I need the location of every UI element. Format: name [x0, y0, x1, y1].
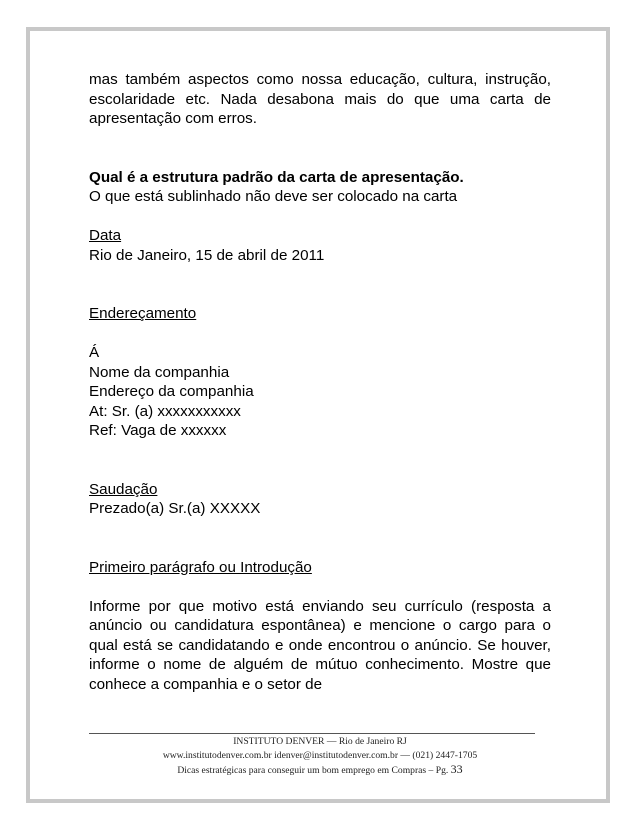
date-value: Rio de Janeiro, 15 de abril de 2011 — [89, 246, 325, 264]
address-line: Á — [89, 344, 100, 361]
date-label: Data — [89, 227, 122, 244]
address-label: Endereçamento — [89, 305, 197, 322]
document-body — [89, 70, 551, 694]
address-line: Nome da companhia — [89, 363, 230, 381]
address-line: Ref: Vaga de xxxxxx — [89, 422, 227, 439]
section-heading: Qual é a estrutura padrão da carta de apresentação. — [89, 168, 464, 186]
first-paragraph-label: Primeiro parágrafo ou Introdução — [89, 558, 312, 576]
footer-caption-text: Dicas estratégicas para conseguir um bom emprego em Compras – Pg. — [177, 765, 449, 776]
footer-contact: www.institutodenver.com.br idenver@institutodenver.com.br — (021) 2447-1705 — [162, 750, 478, 761]
address-line: At: Sr. (a) xxxxxxxxxxx — [89, 402, 241, 420]
greeting-label: Saudação — [89, 480, 158, 498]
greeting-value: Prezado(a) Sr.(a) XXXXX — [89, 500, 261, 517]
footer-divider — [89, 733, 535, 734]
section-note: O que está sublinhado não deve ser colocado na carta — [89, 188, 458, 205]
address-line: Endereço da companhia — [89, 383, 254, 400]
footer-caption — [60, 763, 580, 777]
page-number: 33 — [450, 762, 463, 776]
footer-institute: INSTITUTO DENVER — Rio de Janeiro RJ — [233, 736, 407, 747]
intro-paragraph: mas também aspectos como nossa educação, cultura, instrução, escolaridade etc. Nada desabona mais do que uma carta de apresentação com erros. — [89, 71, 551, 127]
first-paragraph-text: Informe por que motivo está enviando seu currículo (resposta a anúncio ou candidatura espontânea) e mencione o cargo para o qual está se candidatando e onde encontrou o anúncio. Se houver, informe o nome de alguém de mútuo conhecimento. Mostre que conhece a companhia e o setor de — [89, 597, 551, 693]
